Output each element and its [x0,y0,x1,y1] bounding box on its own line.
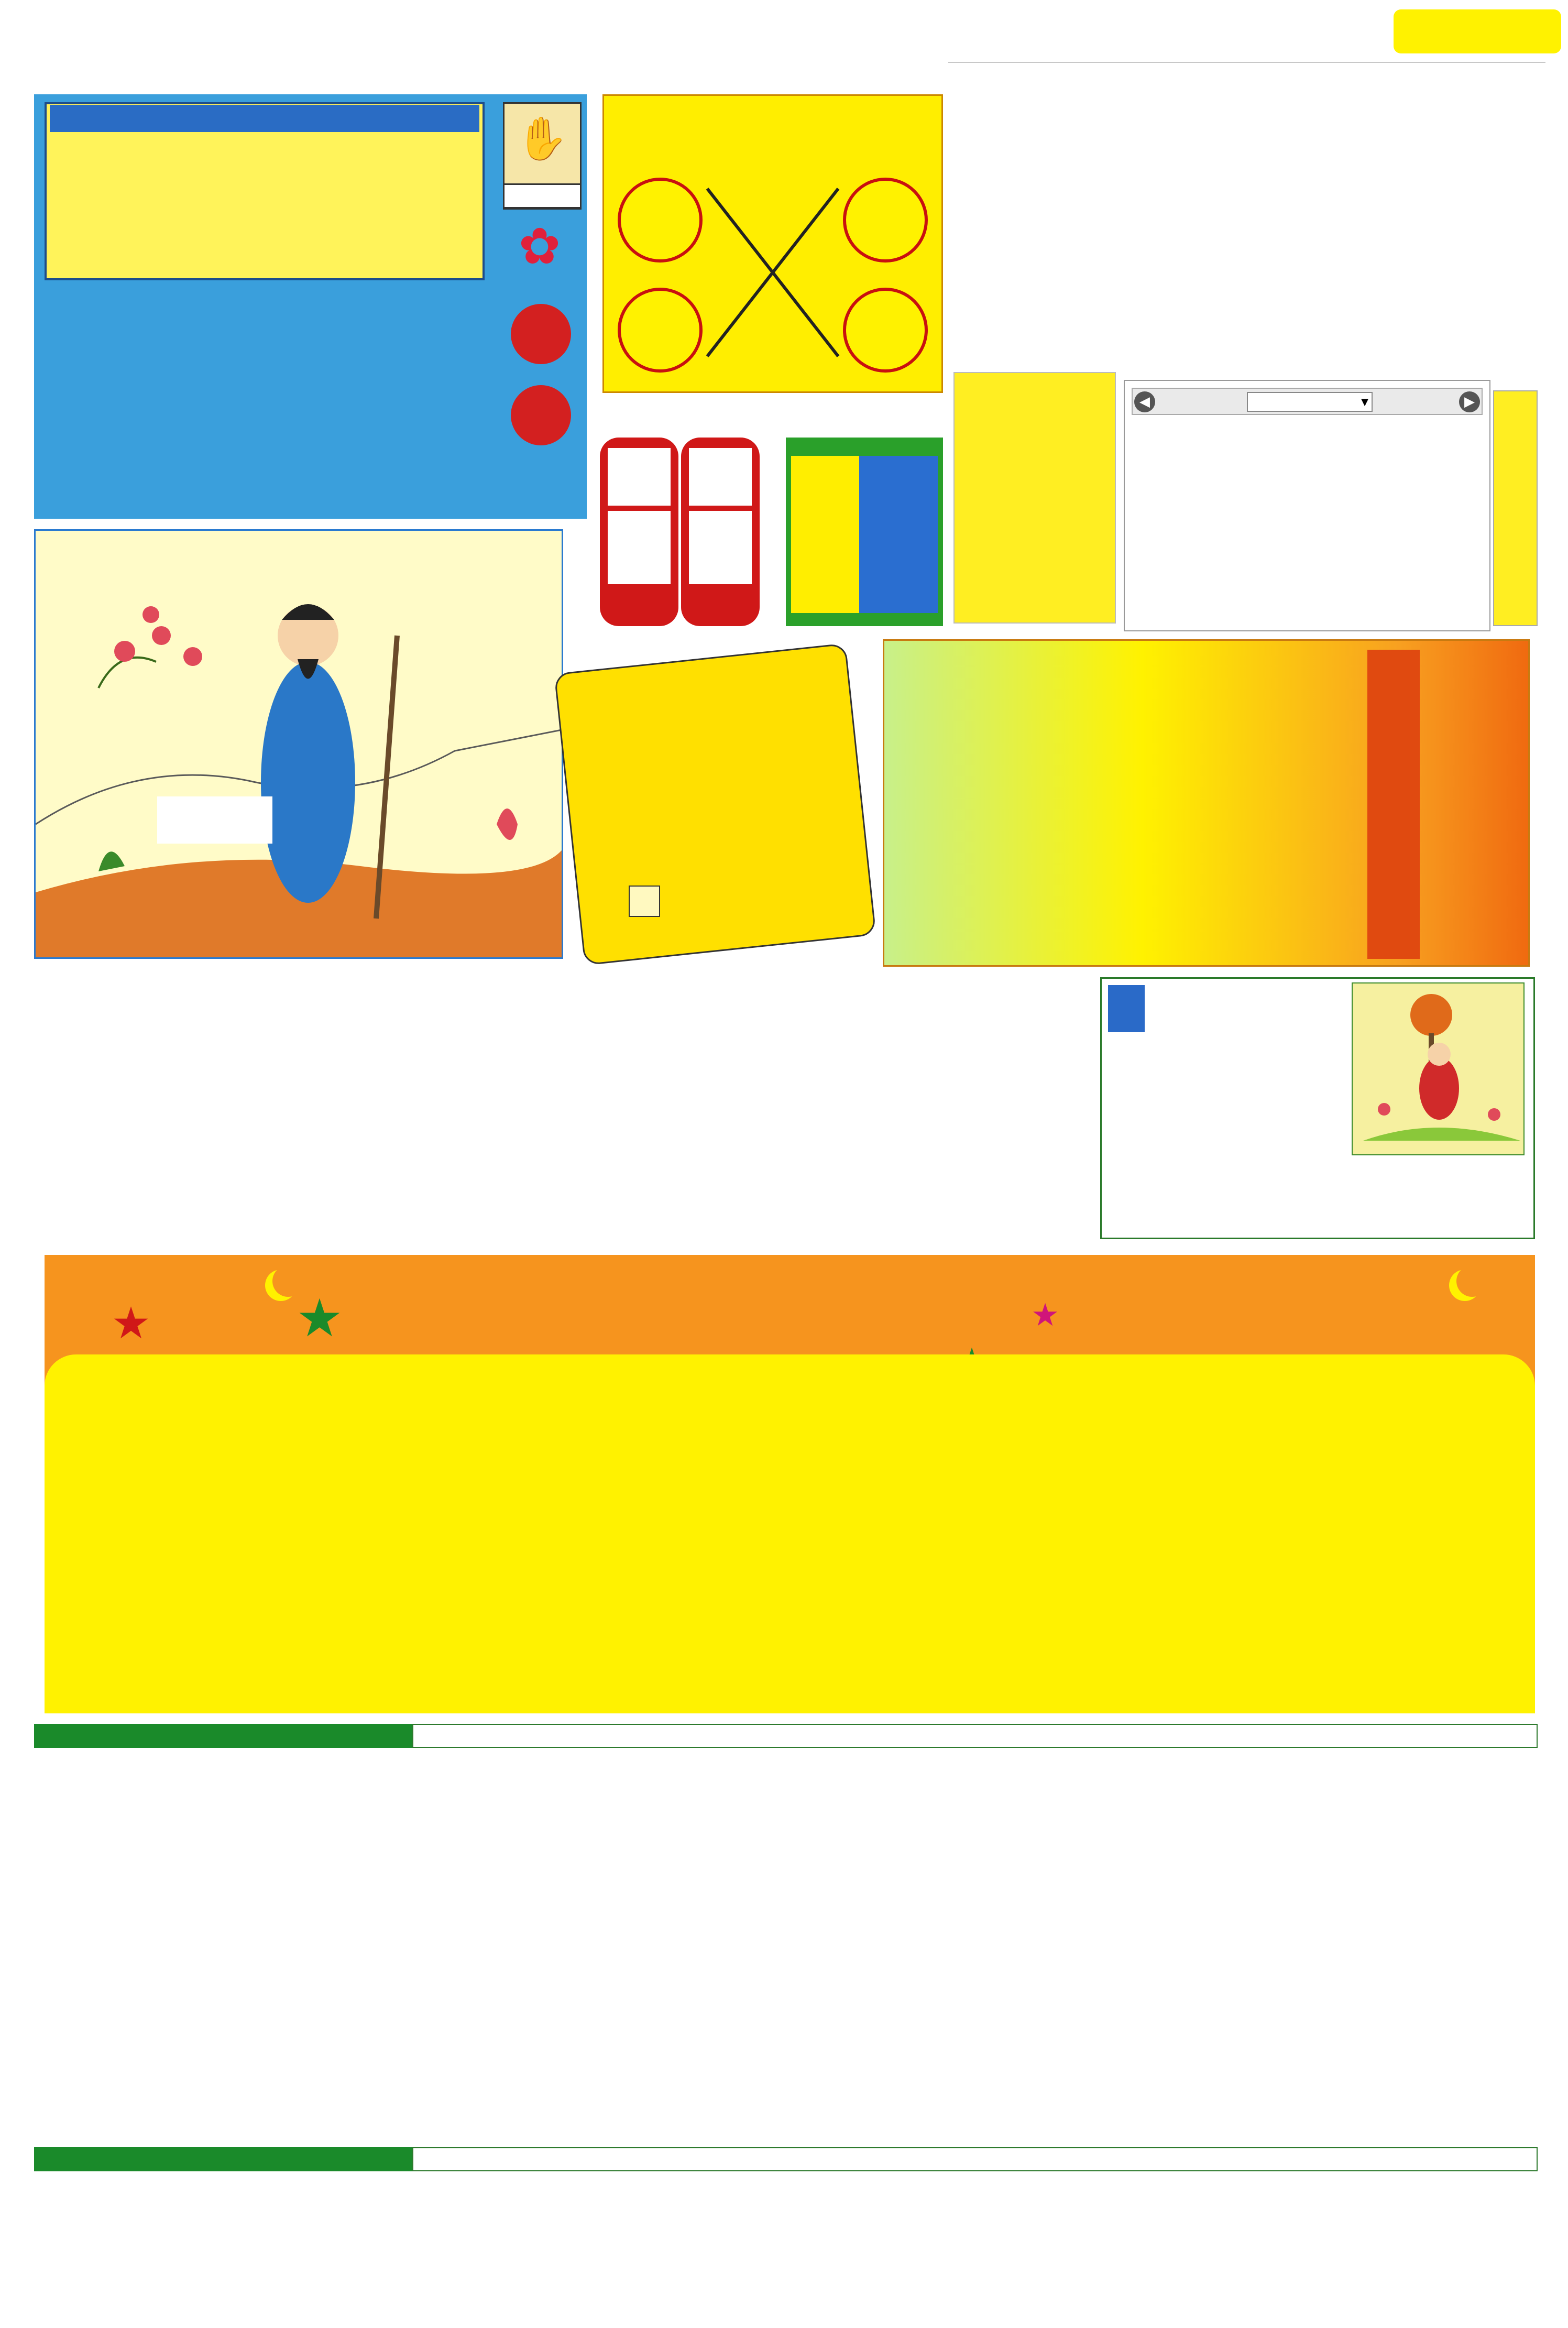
fortune-subtitle [686,1378,948,1425]
scene-illustration [36,531,562,957]
star-icon-2: ★ [296,1287,343,1349]
analysis-ball-1 [511,304,571,364]
watermark-cover [157,796,272,844]
side-label [503,183,582,209]
calendar-box [1124,380,1490,631]
riddle-illustration [1353,983,1523,1154]
kaichu-head-1 [608,448,671,506]
calendar-month-select[interactable] [1247,392,1373,412]
fortune-intro [68,1430,1074,1525]
kaichu-big [608,511,671,584]
kaichu-head-2 [689,448,752,506]
tecode-num [791,456,859,613]
watermark [152,791,953,849]
lucky-title [602,105,943,147]
zodiac-grid [45,988,1108,1244]
results-title [34,1724,412,1748]
header-badge [1394,9,1561,53]
star-icon: ★ [111,1297,151,1349]
hand-icon: ✋ [516,114,568,163]
zodiac-wheel [1063,1347,1525,1708]
star-icon-3: ★ [1031,1297,1059,1334]
fortune-lines [68,1525,1063,1703]
kaichu-even [689,511,752,584]
gua-balls [1425,660,1519,954]
border-strip-top [0,58,948,94]
analysis-ball-2 [511,385,571,445]
calendar-side [1493,390,1538,626]
moon-icon-2 [1456,1265,1488,1297]
results-number-balls [412,1724,1538,1748]
lucky-word-right [807,246,859,304]
intro-vertical [953,372,1116,624]
lucky-word-top [747,168,799,225]
lucky-word-bottom [747,320,799,377]
calendar-next[interactable]: ▶ [1459,391,1480,412]
fortune-title [94,1370,618,1428]
gua-side [1367,650,1420,959]
results-footer-title [34,2147,412,2171]
chevron-down-icon: ▼ [1361,396,1368,408]
banner-chars [157,1268,1441,1357]
gua-text [896,647,1378,956]
tecode-label [859,456,938,613]
header-rule [948,62,1545,63]
border-strip-left [0,58,37,2311]
results-footer [34,2147,1538,2171]
analysis-text [45,293,506,513]
results-header [34,1724,1538,1748]
lucky-word-left [686,246,739,304]
calendar-prev[interactable]: ◀ [1134,391,1155,412]
riddle-text [1111,985,1362,1231]
scroll-seal [629,886,660,917]
table-title [50,105,479,132]
results-footer-balls [412,2147,1538,2171]
flower-icon: ✿ [518,217,561,276]
